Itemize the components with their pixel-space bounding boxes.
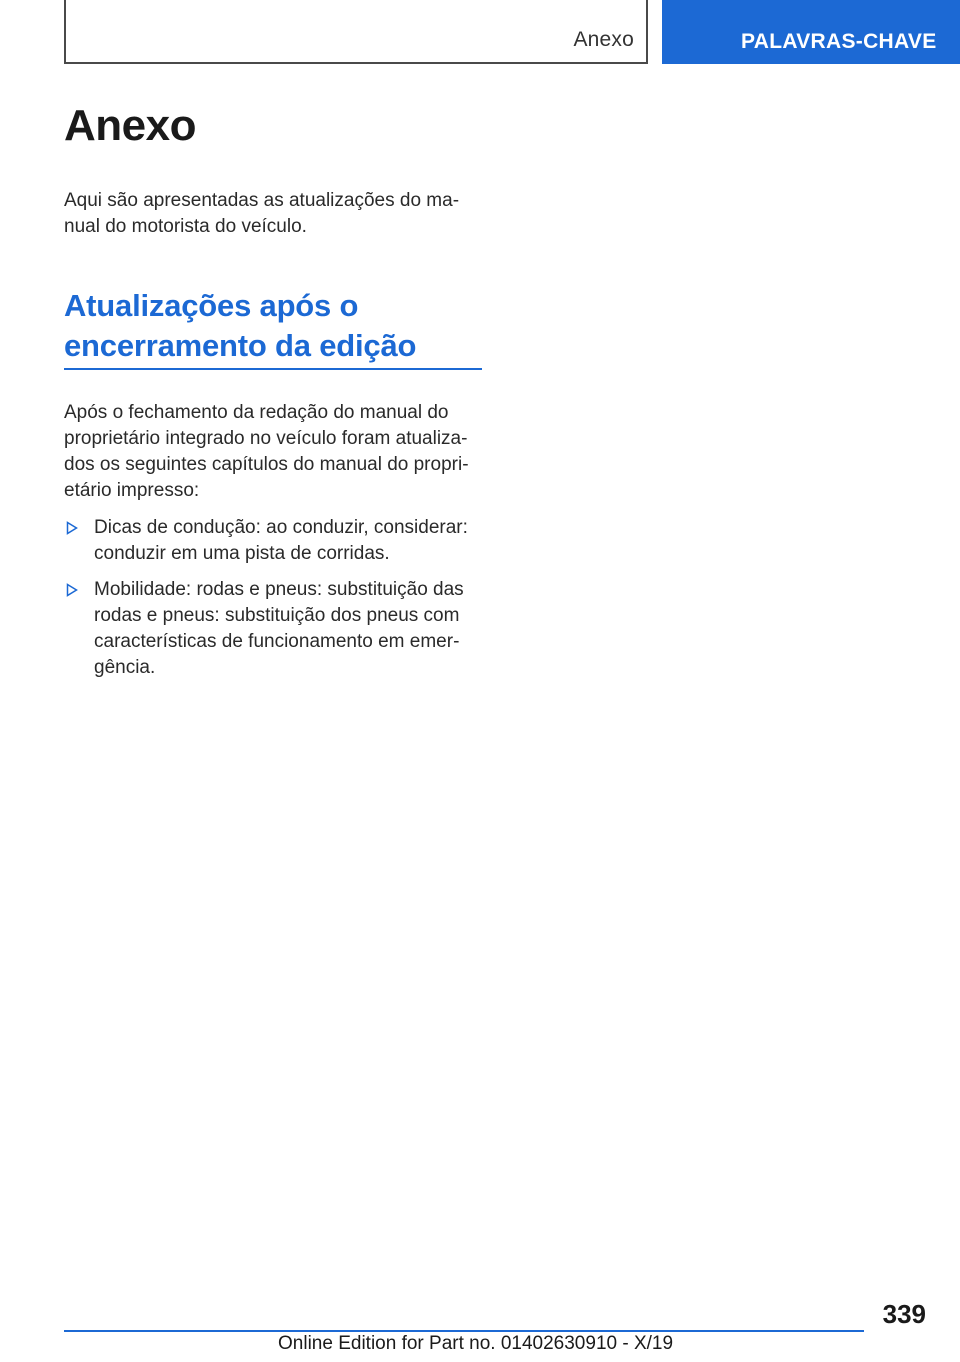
footer-divider bbox=[64, 1330, 864, 1332]
section-heading: Atualizações após o encerramento da edição bbox=[64, 286, 482, 370]
header-section-label: Anexo bbox=[573, 28, 634, 51]
list-item-text: Mobilidade: rodas e pneus: substituição das rodas e pneus: substituição dos pneus com características de funcionamento em emergência. bbox=[94, 579, 464, 678]
section-body: Após o fechamento da redação do manual do proprietário integrado no veículo foram atualizados os seguintes capítulos do manual do proprietário impresso: bbox=[64, 402, 469, 501]
main-content bbox=[64, 96, 482, 691]
page-title: Anexo bbox=[64, 101, 196, 150]
list-item bbox=[64, 515, 474, 567]
list-item bbox=[64, 577, 474, 681]
triangle-right-outline-icon bbox=[66, 521, 78, 535]
tab-palavras-chave[interactable]: PALAVRAS-CHAVE bbox=[662, 0, 960, 64]
list-item-text: Dicas de condução: ao conduzir, considerar: conduzir em uma pista de corridas. bbox=[94, 517, 468, 564]
page-number: 339 bbox=[882, 1299, 926, 1329]
footer-edition-text: Online Edition for Part no. 01402630910 - X/19 bbox=[278, 1333, 674, 1354]
triangle-right-outline-icon bbox=[66, 583, 78, 597]
header-section-box bbox=[64, 0, 648, 64]
bullet-list bbox=[64, 515, 482, 681]
intro-paragraph: Aqui são apresentadas as atualizações do manual do motorista do veículo. bbox=[64, 190, 460, 237]
